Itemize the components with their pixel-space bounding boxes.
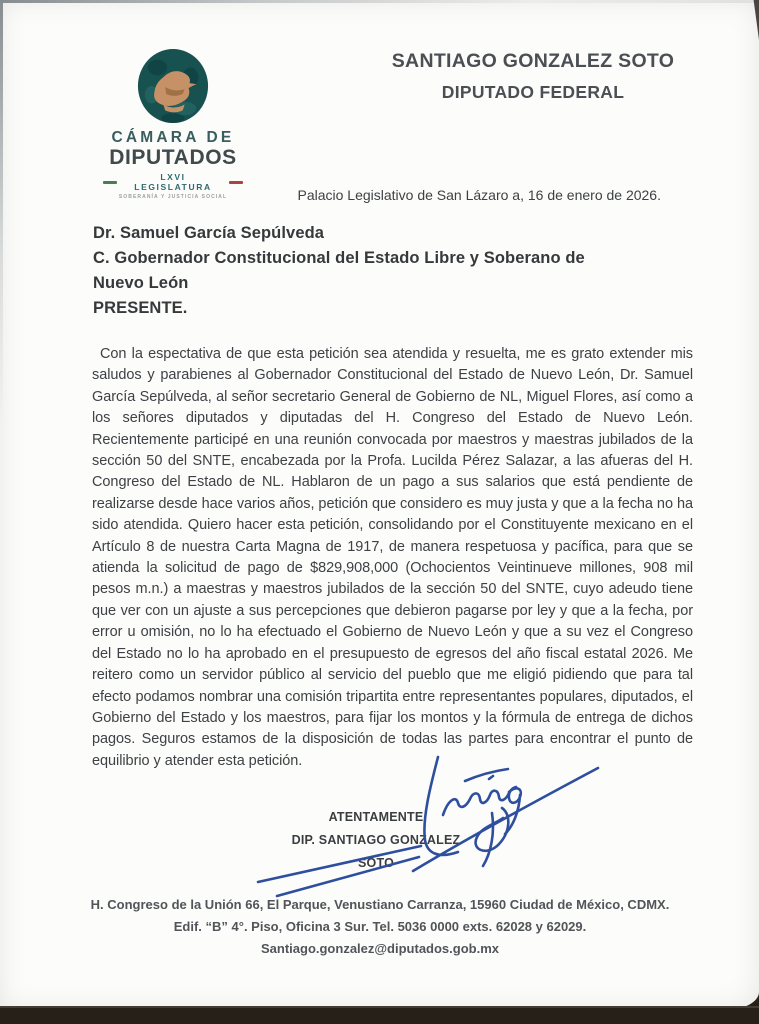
footer-email: Santiago.gonzalez@diputados.gob.mx — [260, 941, 500, 956]
handwritten-signature — [240, 740, 660, 910]
scan-edge-top — [0, 0, 759, 3]
dateline: Palacio Legislativo de San Lázaro a, 16 de enero de 2026. — [297, 187, 661, 203]
logo-legislature-row — [103, 172, 243, 192]
closing-signatory-name: DIP. SANTIAGO GONZALEZ SOTO — [291, 833, 461, 870]
logo-text-camara-de: CÁMARA DE — [111, 129, 235, 146]
deputy-name: SANTIAGO GONZALEZ SOTO — [391, 50, 675, 72]
logo-slogan: SOBERANÍA Y JUSTICIA SOCIAL — [118, 194, 228, 200]
red-dash-icon — [229, 181, 243, 184]
deputy-title: DIPUTADO FEDERAL — [441, 82, 625, 102]
logo-text-legislatura: LXVI LEGISLATURA — [134, 172, 212, 192]
recipient-line: C. Gobernador Constitucional del Estado Libre y Soberano de — [93, 249, 585, 267]
eagle-emblem-icon — [136, 48, 210, 126]
recipient-block — [93, 221, 585, 321]
logo-text-diputados: DIPUTADOS — [109, 146, 237, 169]
closing-atentamente: ATENTAMENTE — [328, 810, 424, 824]
scan-bottom-edge — [0, 1006, 759, 1024]
scan-edge-left — [0, 0, 3, 420]
recipient-line: PRESENTE. — [93, 299, 188, 317]
letterhead-deputy-block — [385, 50, 681, 103]
green-dash-icon — [103, 181, 117, 184]
letter-body-paragraph: Con la espectativa de que esta petición sea atendida y resuelta, me es grato extender mis saludos y parabienes al Gobernador Constitucional del Estado de Nuevo León, Dr. Samuel García Sepúlveda, al señor secretario General de Gobierno de NL, Miguel Flores, así como a los señores diputados y diputadas del H. Congreso del Estado de Nuevo León. Recientemente participé en una reunión convocada por maestros y maestras jubilados de la sección 50 del SNTE, encabezada por la Profa. Lucilda Pérez Salazar, a las afueras del H. Congreso del Estado de NL. Hablaron de un pago a sus salarios que está pendiente de realizarse desde hace varios años, petición que considero es muy justa y que a la fecha no ha sido atendida. Quiero hacer esta petición, consolidando por el Constituyente mexicano en el Artículo 8 de nuestra Carta Magna de 1917, de manera respetuosa y pacífica, para que se atienda la solicitud de pago de $829,908,000 (Ochocientos Veintinueve millones, 908 mil pesos m.n.) a maestras y maestros jubilados de la sección 50 del SNTE, cuyo adeudo tiene que ver con un ajuste a sus percepciones que debieron pagarse por ley y que a la fecha, por error u omisión, no lo ha efectuado el Gobierno de Nuevo León y que a su vez el Congreso del Estado no lo ha aprobado en el presupuesto de egresos del año fiscal estatal 2026. Me reitero como un servidor público al servicio del pueblo que me eligió pidiendo que para tal efecto podamos nombrar una comisión tripartita entre representantes populares, diputados, el Gobierno del Estado y los maestros, para fijar los montos y la fórmula de entrega de dichos pagos. Seguros estamos de la disposición de todas las partes para encontrar el punto de equilibrio y atender esta petición. — [92, 346, 693, 769]
camara-diputados-logo — [103, 48, 243, 200]
scan-corner-artifact — [747, 0, 759, 40]
recipient-line: Nuevo León — [93, 274, 189, 292]
footer-office-line: Edif. “B” 4°. Piso, Oficina 3 Sur. Tel. 5036 0000 exts. 62028 y 62029. — [173, 919, 587, 934]
footer-contact-block — [30, 894, 730, 960]
recipient-line: Dr. Samuel García Sepúlveda — [93, 224, 325, 242]
footer-address-line: H. Congreso de la Unión 66, El Parque, Venustiano Carranza, 15960 Ciudad de México, CDMX. — [90, 897, 670, 912]
